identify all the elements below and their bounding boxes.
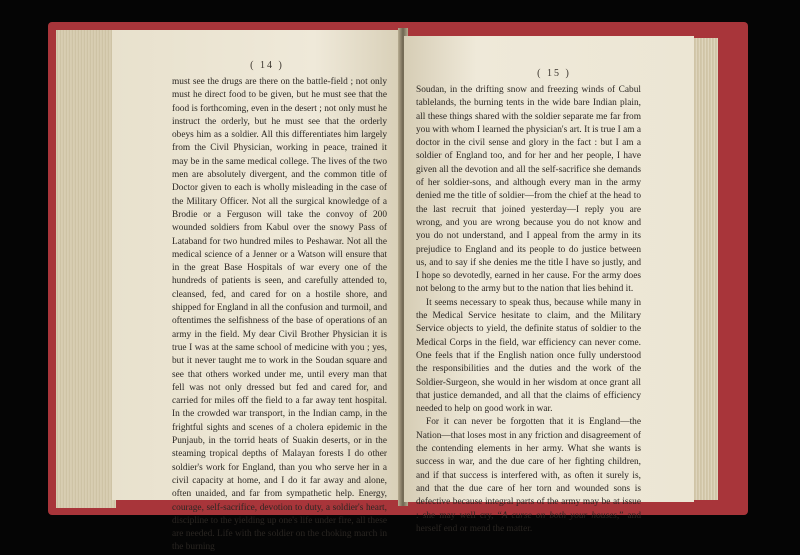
paragraph-text: For it can never be forgotten that it is England—the Nation—that loses most in any friction and disagreement of the contending elements in her army. What she wants is success in war, and the due care of her fighting children, and if that success is interfered with, as often it surely is, and that the due care of her torn and wounded sons is defective because integral parts of the army may be at issue : she may well cry, (416, 417, 641, 521)
page-stack-left (56, 30, 116, 508)
page-number-left: ( 14 ) (250, 60, 284, 71)
quote-italic: A curse on both your houses, (501, 510, 620, 521)
page-number-right: ( 15 ) (537, 68, 571, 79)
left-page (112, 30, 402, 553)
paragraph: Soudan, in the drifting snow and freezing winds of Cabul tablelands, the burning tents in the wide bare Indian plain, all these things shared with the soldier separate me far from you with whom I learned the physician's art. It is true I am a doctor in the civil sense and glory in the fact : but I am a soldier of England too, and for her and her people, I have given all the devotion and all the self-sacrifice she demands of her soldier-sons, and although every man in the army denied me the title of soldier—from the chief at the head to the last recruit that joined yesterday—I reply you are wrong, and you are wrong because you do not know and you do not understand, and I appeal from the army in its prejudice to England and its people to do justice between us, and to say if she denies me the title I have so justly, and I hope so devotedly, earned in her cause. For the army does not belong to the army but to the nation that lies behind it. (416, 85, 641, 295)
quote-close: ” and herself end or mend the matter. (416, 510, 641, 534)
paragraph: must see the drugs are there on the battle-field ; not only must he direct food to be given, but he must see that the food is forthcoming, even in the desert ; not only must he instruct the orderly, but he must see that the orderly obeys him as a soldier. All this differentiates him largely from the Civil Physician, working in peace, trained it may be in the same medical college. The lives of the two men are absolutely divergent, and the common title of Doctor given to each is wholly misleading in the case of the Military Officer. Not all the surgical knowledge of a Brodie or a Ferguson will take the convoy of 200 wounded soldiers from Kabul over the snowy Pass of Lataband for two hundred miles to Peshawar. Not all the medical science of a Jenner or a Watson will ensure that in the great Base Hospitals of war every one of the hundreds of patients is seen, and carefully attended to, cleansed, fed, and cared for on a hostile shore, and shipped for England in all the confusion and turmoil, and oftentimes the selfishness of the base of operations of an army in the field. My dear Civil Brother Physician it is true I was at the same school of medicine with you ; yes, but it never taught me to work in the Soudan square and see that others worked under me, until every man that fell was not only dressed but fed and cared for, and carried for miles off the field to a far away tent hospital. In the crowded war transport, in the Indian camp, in the frightful sights and scenes of a cholera epidemic in the Punjaub, in the torrid heats of Suakin deserts, or in the steaming tropical depths of Malayan forests I do other soldier's work for England, than you who serve her in a civil capacity at home, and I do it far away and alone, often unaided, and far from sympathetic help. Energy, courage, self-sacrifice, devotion to duty, a soldier's heart, discipline to the yielding up one's life under fire, all these are needed. Life with the soldier on the choking march in the burning (172, 77, 387, 553)
page-stack-right (690, 38, 718, 500)
paragraph: It seems necessary to speak thus, because while many in the Medical Service hesitate to claim, and the Military Service objects to yield, the definite status of soldier to the Medical Corps in the field, war efficiency can never come. One feels that if the English nation once fully understood the responsibilities and the duties and the work of the Soldier-Surgeon, she would in her wisdom at once grant all that justice demanded, and all that the claims of efficiency needed to help on good work in war. (416, 297, 641, 415)
quote-open: “ (497, 510, 502, 521)
right-page (404, 36, 694, 534)
right-page-text (416, 84, 641, 536)
left-page-text (172, 76, 387, 555)
paragraph (416, 416, 641, 536)
